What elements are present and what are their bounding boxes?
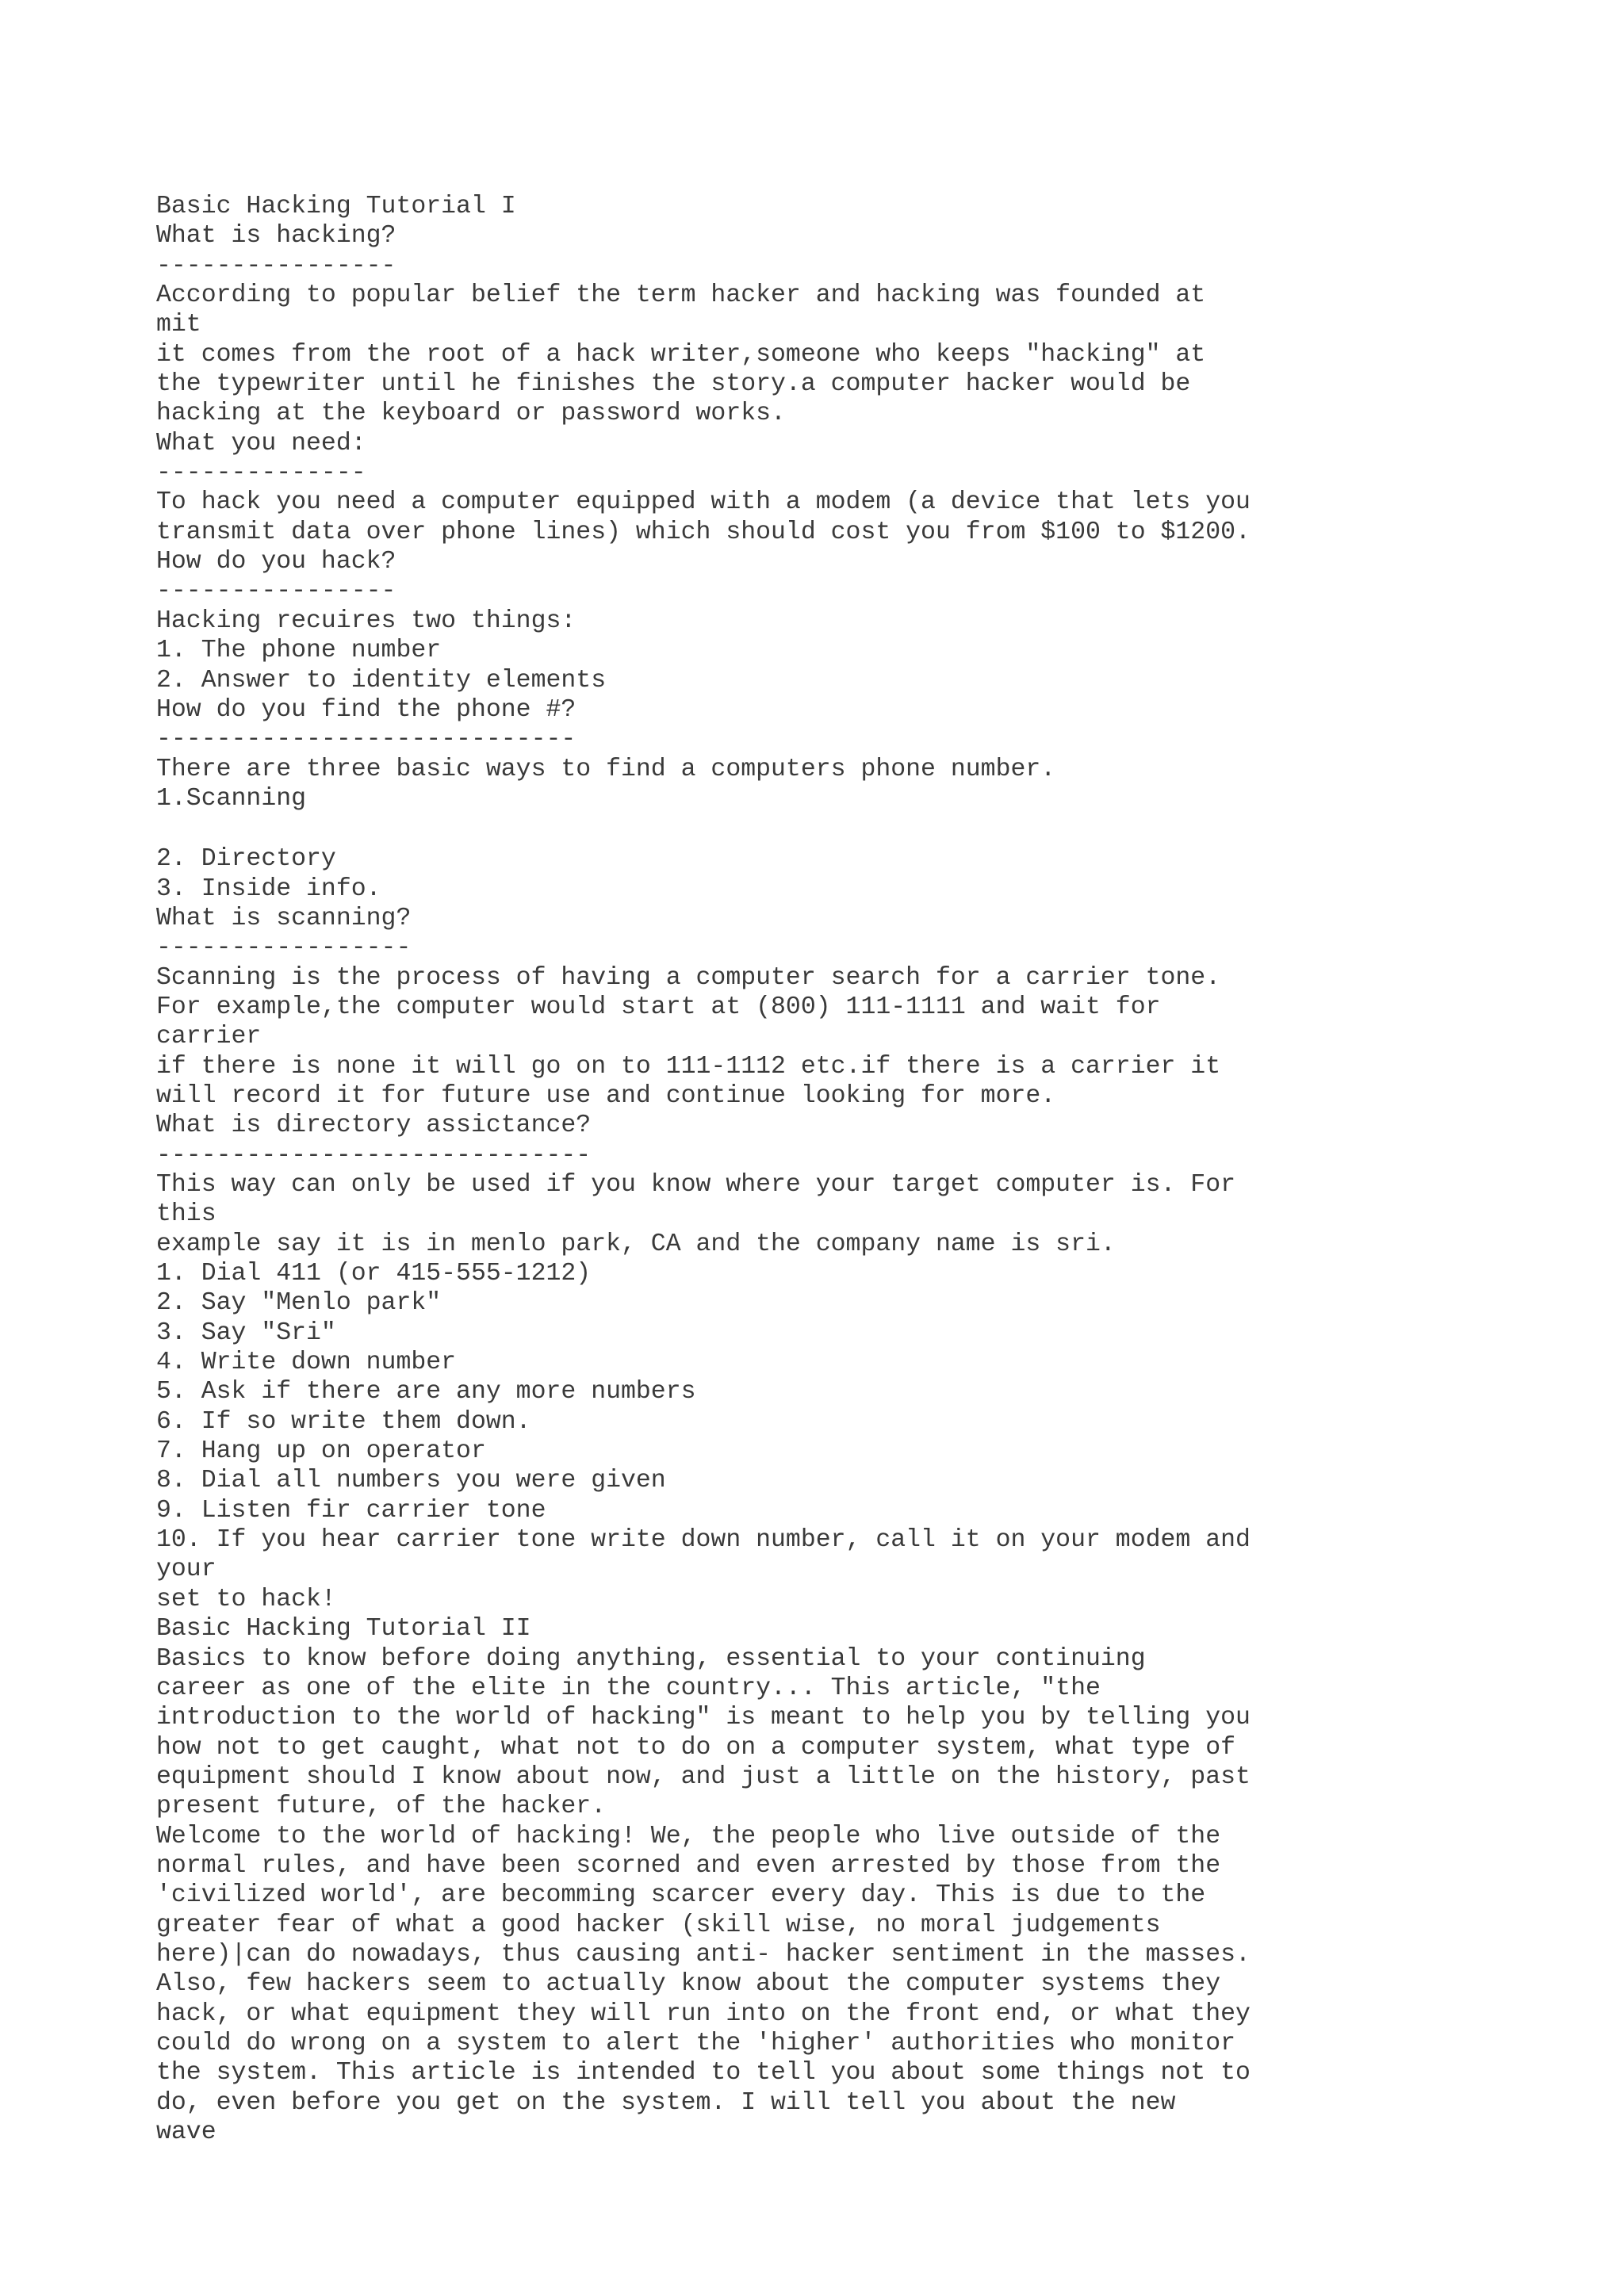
section-heading: How do you hack?	[156, 548, 396, 576]
section-heading: What you need:	[156, 429, 366, 457]
text-line: career as one of the elite in the country... This article, "the	[156, 1674, 1101, 1702]
text-line: if there is none it will go on to 111-1112 etc.if there is a carrier it	[156, 1052, 1221, 1081]
text-line: do, even before you get on the system. I will tell you about the new	[156, 2088, 1176, 2117]
text-line: This way can only be used if you know where your target computer is. For	[156, 1171, 1236, 1199]
list-item: 1. The phone number	[156, 637, 442, 665]
text-line: Scanning is the process of having a computer search for a carrier tone.	[156, 963, 1221, 992]
list-item: 1. Dial 411 (or 415-555-1212)	[156, 1260, 592, 1288]
list-item: 2. Directory	[156, 845, 336, 874]
section-heading: How do you find the phone #?	[156, 695, 576, 724]
list-item: 3. Say "Sri"	[156, 1318, 336, 1347]
text-line: Basics to know before doing anything, essential to your continuing	[156, 1644, 1146, 1673]
heading-underline: --------------	[156, 459, 366, 488]
section-heading: What is hacking?	[156, 222, 396, 251]
text-line: carrier	[156, 1023, 262, 1051]
text-line: Also, few hackers seem to actually know about the computer systems they	[156, 1970, 1221, 1999]
text-line: wave	[156, 2118, 216, 2146]
text-line: it comes from the root of a hack writer,someone who keeps "hacking" at	[156, 340, 1206, 369]
text-line: According to popular belief the term hacker and hacking was founded at	[156, 281, 1206, 310]
blank-line	[156, 813, 1584, 844]
text-line: 'civilized world', are becomming scarcer every day. This is due to the	[156, 1881, 1206, 1910]
text-line: your	[156, 1556, 216, 1584]
heading-underline: ----------------	[156, 577, 396, 606]
list-item: 9. Listen fir carrier tone	[156, 1496, 546, 1525]
text-line: the typewriter until he finishes the story.a computer hacker would be	[156, 370, 1191, 399]
text-line: normal rules, and have been scorned and even arrested by those from the	[156, 1851, 1221, 1880]
list-item: 1.Scanning	[156, 784, 307, 813]
text-line: There are three basic ways to find a computers phone number.	[156, 755, 1056, 783]
document-text	[156, 192, 1584, 2147]
document-title: Basic Hacking Tutorial I	[156, 193, 516, 220]
text-line: greater fear of what a good hacker (skill wise, no moral judgements	[156, 1911, 1161, 1939]
text-line: equipment should I know about now, and just a little on the history, past	[156, 1762, 1251, 1791]
heading-underline: -----------------------------	[156, 1141, 592, 1169]
text-line: Welcome to the world of hacking! We, the people who live outside of the	[156, 1822, 1221, 1850]
section-heading: What is directory assictance?	[156, 1112, 592, 1140]
list-item: 4. Write down number	[156, 1349, 457, 1377]
list-item: 10. If you hear carrier tone write down number, call it on your modem and	[156, 1526, 1251, 1555]
text-line: For example,the computer would start at (800) 111-1111 and wait for	[156, 993, 1161, 1021]
text-line: hacking at the keyboard or password works.	[156, 400, 786, 428]
text-line: could do wrong on a system to alert the 'higher' authorities who monitor	[156, 2029, 1236, 2057]
text-line: Hacking recuires two things:	[156, 607, 576, 635]
text-line: example say it is in menlo park, CA and the company name is sri.	[156, 1230, 1116, 1258]
heading-underline: ----------------------------	[156, 725, 576, 754]
text-line: transmit data over phone lines) which should cost you from $100 to $1200.	[156, 518, 1251, 546]
text-line: mit	[156, 311, 201, 339]
list-item: 3. Inside info.	[156, 874, 381, 903]
list-item: 8. Dial all numbers you were given	[156, 1467, 666, 1495]
text-line: introduction to the world of hacking" is meant to help you by telling you	[156, 1704, 1251, 1732]
heading-underline: -----------------	[156, 934, 412, 962]
text-line: this	[156, 1200, 216, 1229]
section-heading: What is scanning?	[156, 904, 412, 932]
list-item: 5. Ask if there are any more numbers	[156, 1378, 696, 1406]
text-line: here)|can do nowadays, thus causing anti- hacker sentiment in the masses.	[156, 1940, 1251, 1969]
text-line: To hack you need a computer equipped with a modem (a device that lets you	[156, 488, 1251, 517]
section-title: Basic Hacking Tutorial II	[156, 1615, 531, 1644]
text-line: the system. This article is intended to tell you about some things not to	[156, 2059, 1251, 2087]
list-item: 7. Hang up on operator	[156, 1437, 486, 1466]
list-item: 2. Answer to identity elements	[156, 666, 607, 695]
heading-underline: ----------------	[156, 251, 396, 280]
list-item: 6. If so write them down.	[156, 1407, 531, 1436]
text-line: how not to get caught, what not to do on a computer system, what type of	[156, 1733, 1236, 1762]
text-line: hack, or what equipment they will run into on the front end, or what they	[156, 1999, 1251, 2028]
list-item: 2. Say "Menlo park"	[156, 1289, 442, 1318]
text-line: set to hack!	[156, 1585, 336, 1613]
text-line: will record it for future use and continue looking for more.	[156, 1081, 1056, 1110]
text-line: present future, of the hacker.	[156, 1793, 607, 1821]
